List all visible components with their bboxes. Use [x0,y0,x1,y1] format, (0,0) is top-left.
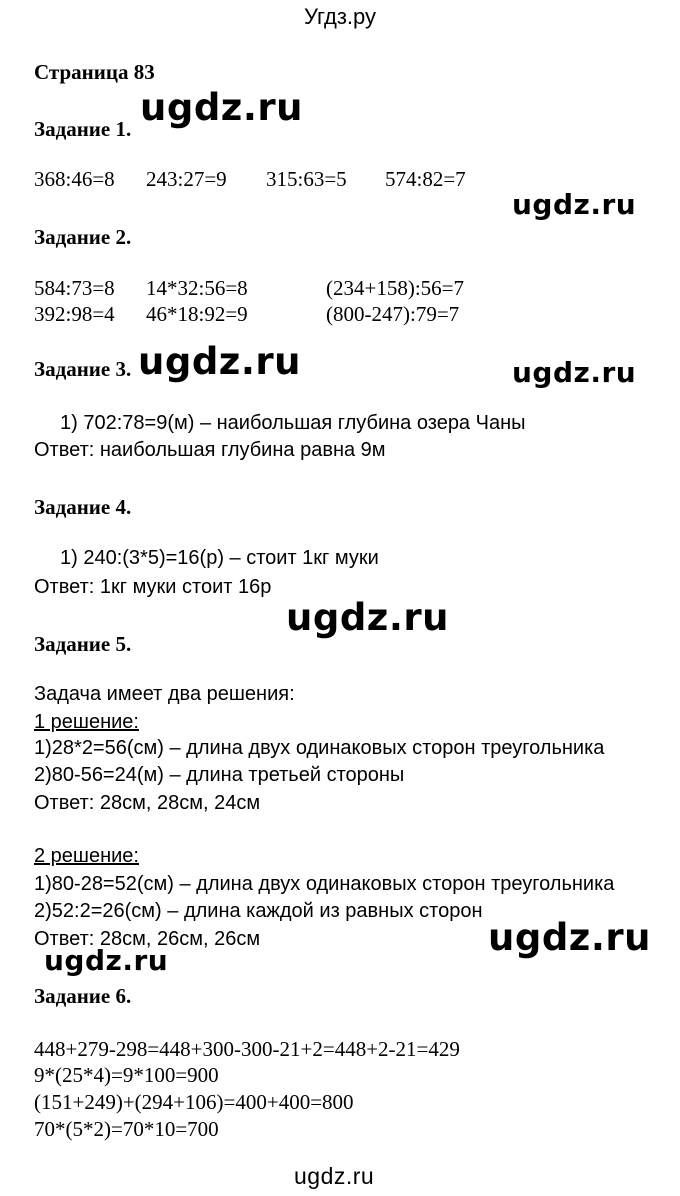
watermark: ugdz.ru [512,188,637,221]
task-5-intro: Задача имеет два решения: [34,683,295,705]
task-1-title: Задание 1. [34,117,132,141]
watermark: ugdz.ru [512,356,637,389]
task-6-line: 9*(25*4)=9*100=900 [34,1063,219,1087]
task-4-answer: Ответ: 1кг муки стоит 16р [34,576,272,598]
page-heading: Страница 83 [34,60,155,84]
footer-watermark: ugdz.ru [294,1163,375,1189]
task-4-line: 1) 240:(3*5)=16(р) – стоит 1кг муки [60,547,379,569]
task-6-line: 448+279-298=448+300-300-21+2=448+2-21=429 [34,1037,460,1061]
task-1-line: 574:82=7 [385,167,466,191]
task-5-title: Задание 5. [34,632,132,656]
task-2-cell: 584:73=8 [34,276,115,300]
task-6-line: (151+249)+(294+106)=400+400=800 [34,1090,354,1114]
watermark: ugdz.ru [138,340,301,383]
task-2-cell: 46*18:92=9 [146,302,248,326]
task-2-cell: 392:98=4 [34,302,115,326]
solution-2-line: 2)52:2=26(см) – длина каждой из равных сторон [34,900,483,922]
task-3-title: Задание 3. [34,357,132,381]
solution-2-line: 1)80-28=52(см) – длина двух одинаковых сторон треугольника [34,873,615,895]
task-1-line: 315:63=5 [266,167,347,191]
site-title: Угдз.ру [303,4,377,29]
task-6-line: 70*(5*2)=70*10=700 [34,1117,219,1141]
task-2-cell: 14*32:56=8 [146,276,248,300]
solution-1-line: 2)80-56=24(м) – длина третьей стороны [34,764,405,786]
solution-1-line: 1)28*2=56(см) – длина двух одинаковых сторон треугольника [34,737,605,759]
watermark: ugdz.ru [286,596,449,639]
task-3-answer: Ответ: наибольшая глубина равна 9м [34,439,386,461]
solution-1-label: 1 решение: [34,711,139,733]
watermark: ugdz.ru [488,916,651,959]
solution-2-label: 2 решение: [34,845,139,867]
task-4-title: Задание 4. [34,495,132,519]
solution-2-answer: Ответ: 28см, 26см, 26см [34,928,261,950]
task-6-title: Задание 6. [34,984,132,1008]
solution-1-answer: Ответ: 28см, 28см, 24см [34,792,261,814]
task-1-line: 368:46=8 [34,167,115,191]
task-2-title: Задание 2. [34,225,132,249]
task-1-line: 243:27=9 [146,167,227,191]
watermark: ugdz.ru [44,944,169,977]
task-2-cell: (234+158):56=7 [326,276,465,300]
watermark: ugdz.ru [140,86,303,129]
task-3-line: 1) 702:78=9(м) – наибольшая глубина озера Чаны [60,412,526,434]
task-2-cell: (800-247):79=7 [326,302,460,326]
